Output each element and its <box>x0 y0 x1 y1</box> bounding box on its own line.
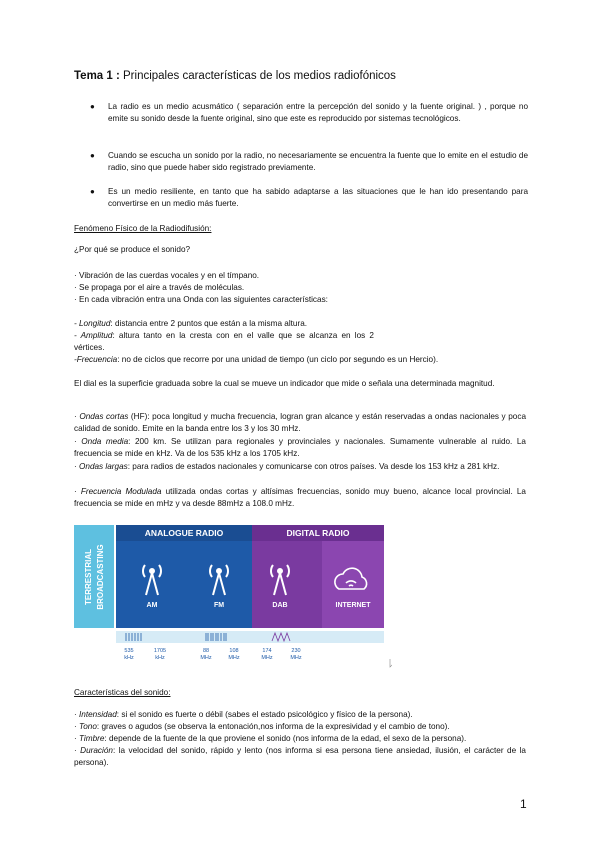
property-text: : distancia entre 2 puntos que están a la misma altura. <box>110 319 308 328</box>
property-label: · Intensidad <box>74 710 117 719</box>
tick-unit: MHz <box>200 655 212 661</box>
tick-value: 174 <box>262 648 272 654</box>
property-label: - Amplitud <box>74 331 113 340</box>
page-number: 1 <box>520 797 527 811</box>
analogue-panel <box>116 541 252 628</box>
side-label-2: BROADCASTING <box>96 544 105 610</box>
dab-label: DAB <box>272 602 288 609</box>
section-heading: Fenómeno Físico de la Radiodifusión: <box>74 224 212 233</box>
tick-value: 535 <box>124 648 134 654</box>
property-label: -Frecuencia <box>74 355 118 364</box>
property-text: : altura tanto en la cresta con en el valle que se alcanza en los 2 vértices. <box>74 331 374 352</box>
section-question: ¿Por qué se produce el sonido? <box>74 245 191 254</box>
band-text: : para radios de estados nacionales y comunicarse con otros países. Va desde los 153 kHz a 281 kHz. <box>127 462 500 471</box>
bullet-icon: ● <box>90 151 95 160</box>
bullet-icon: ● <box>90 187 95 196</box>
section-heading: Características del sonido: <box>74 688 171 697</box>
bullet-item <box>90 150 528 174</box>
internet-panel <box>322 541 384 628</box>
property-text: : no de ciclos que recorre por una unidad de tiempo (un ciclo por segundo es un Hercio). <box>117 355 439 364</box>
property-label: · Timbre <box>74 734 105 743</box>
tick-unit: kHz <box>155 655 165 661</box>
property-label: - Longitud <box>74 319 111 328</box>
internet-label: INTERNET <box>335 602 371 609</box>
radio-spectrum-figure <box>74 525 392 670</box>
terrestrial-bar <box>74 525 114 628</box>
bullet-text: Cuando se escucha un sonido por la radio, no necesariamente se encuentra la fuente que lo emite en el estudio de radio, sino que puede haber sido registrado previamente. <box>108 151 528 172</box>
band-label: Onda media <box>81 437 129 446</box>
wave-property <box>74 354 526 366</box>
sound-property <box>74 745 526 769</box>
analogue-label: ANALOGUE RADIO <box>144 528 224 538</box>
property-label: · Tono <box>74 722 97 731</box>
text-line: · En cada vibración entra una Onda con las siguientes características: <box>74 295 328 304</box>
property-label: · Duración <box>74 746 113 755</box>
am-label: AM <box>146 602 158 609</box>
band-text: (HF): poca longitud y mucha frecuencia, logran gran alcance y están reservadas a ondas nacionales y poca calidad de sonido. Emite en la banda entre los 3 y los 30 mHz. <box>74 412 526 433</box>
bullet-item <box>90 101 528 125</box>
sound-property <box>74 733 526 745</box>
wave-property <box>74 330 374 354</box>
tick-value: 108 <box>229 648 239 654</box>
side-label-1: TERRESTRIAL <box>84 549 93 605</box>
dial-paragraph: El dial es la superficie graduada sobre la cual se mueve un indicador que mide o señala una determinada magnitud. <box>74 379 495 388</box>
band-paragraph: · Ondas largas: para radios de estados nacionales y comunicarse con otros países. Va desde los 153 kHz a 281 kHz. <box>74 462 500 471</box>
tick-value: 230 <box>291 648 301 654</box>
band-label: Ondas largas <box>79 462 128 471</box>
title-text: Principales características de los medios radiofónicos <box>119 70 396 82</box>
property-text: : depende de la fuente de la que proviene el sonido (nos informa de la edad, el sexo de la persona). <box>104 734 467 743</box>
tick-unit: kHz <box>124 655 134 661</box>
band-paragraph: · Frecuencia Modulada utilizada ondas cortas y altísimas frecuencias, sonido muy bueno, alcance local provincial. La frecuencia se mide en mHz y va desde 88mHz a 108.0 mHz. <box>74 487 526 508</box>
band-paragraph: · Onda media: 200 km. Se utilizan para regionales y provinciales y nacionales. Sumamente vulnerable al ruido. La frecuencia se mide en kHz. Va de los 535 kHz a los 1705 kHz. <box>74 437 526 458</box>
property-text: : si el sonido es fuerte o débil (sabes el estado psicológico y físico de la persona). <box>116 710 413 719</box>
wave-property <box>74 318 526 330</box>
bullet-text: La radio es un medio acusmático ( separación entre la percepción del sonido y la fuente original. ) , porque no emite su sonido desde la fuente original, sino que este es reproducido por sistemas tecnológicos. <box>108 102 528 123</box>
title-number: Tema 1 : <box>74 70 120 82</box>
bullet-icon: ● <box>90 102 95 111</box>
tick-value: 88 <box>202 648 210 654</box>
text-line: · Se propaga por el aire a través de moléculas. <box>74 283 245 292</box>
band-text: : 200 km. Se utilizan para regionales y provinciales y nacionales. Sumamente vulnerable al ruido. La frecuencia se mide en kHz. Va de los 535 kHz a los 1705 kHz. <box>74 437 526 458</box>
text-line: · Vibración de las cuerdas vocales y en el tímpano. <box>74 271 260 280</box>
digital-label: DIGITAL RADIO <box>286 528 350 538</box>
cursor-icon <box>390 659 392 668</box>
sound-property <box>74 709 526 721</box>
band-text: utilizada ondas cortas y altísimas frecuencias, sonido muy bueno, alcance local provincial. La frecuencia se mide en mHz y va desde 88mHz a 108.0 mHz. <box>74 487 526 508</box>
property-text: : la velocidad del sonido, rápido y lento (nos informa si esa persona tiene ansiedad, ilusión, el carácter de la persona). <box>74 746 526 767</box>
tick-unit: MHz <box>290 655 302 661</box>
property-text: : graves o agudos (se observa la entonación,nos informa de la expresividad y el cambio de tono). <box>96 722 450 731</box>
tick-unit: MHz <box>228 655 240 661</box>
band-paragraph: · Ondas cortas (HF): poca longitud y mucha frecuencia, logran gran alcance y están reservadas a ondas nacionales y poca calidad de sonido. Emite en la banda entre los 3 y los 30 mHz. <box>74 412 526 433</box>
dab-panel <box>252 541 322 628</box>
sound-property <box>74 721 526 733</box>
tick-unit: MHz <box>261 655 273 661</box>
band-label: Ondas cortas <box>79 412 129 421</box>
frequency-strip <box>116 631 384 643</box>
fm-label: FM <box>213 602 225 609</box>
bullet-item <box>90 186 528 210</box>
tick-value: 1705 <box>153 648 167 654</box>
document-title <box>74 70 396 82</box>
bullet-text: Es un medio resiliente, en tanto que ha sabido adaptarse a las situaciones que le han ido presentando para convertirse en un medio más fuerte. <box>108 187 528 208</box>
band-label: Frecuencia Modulada <box>80 487 162 496</box>
